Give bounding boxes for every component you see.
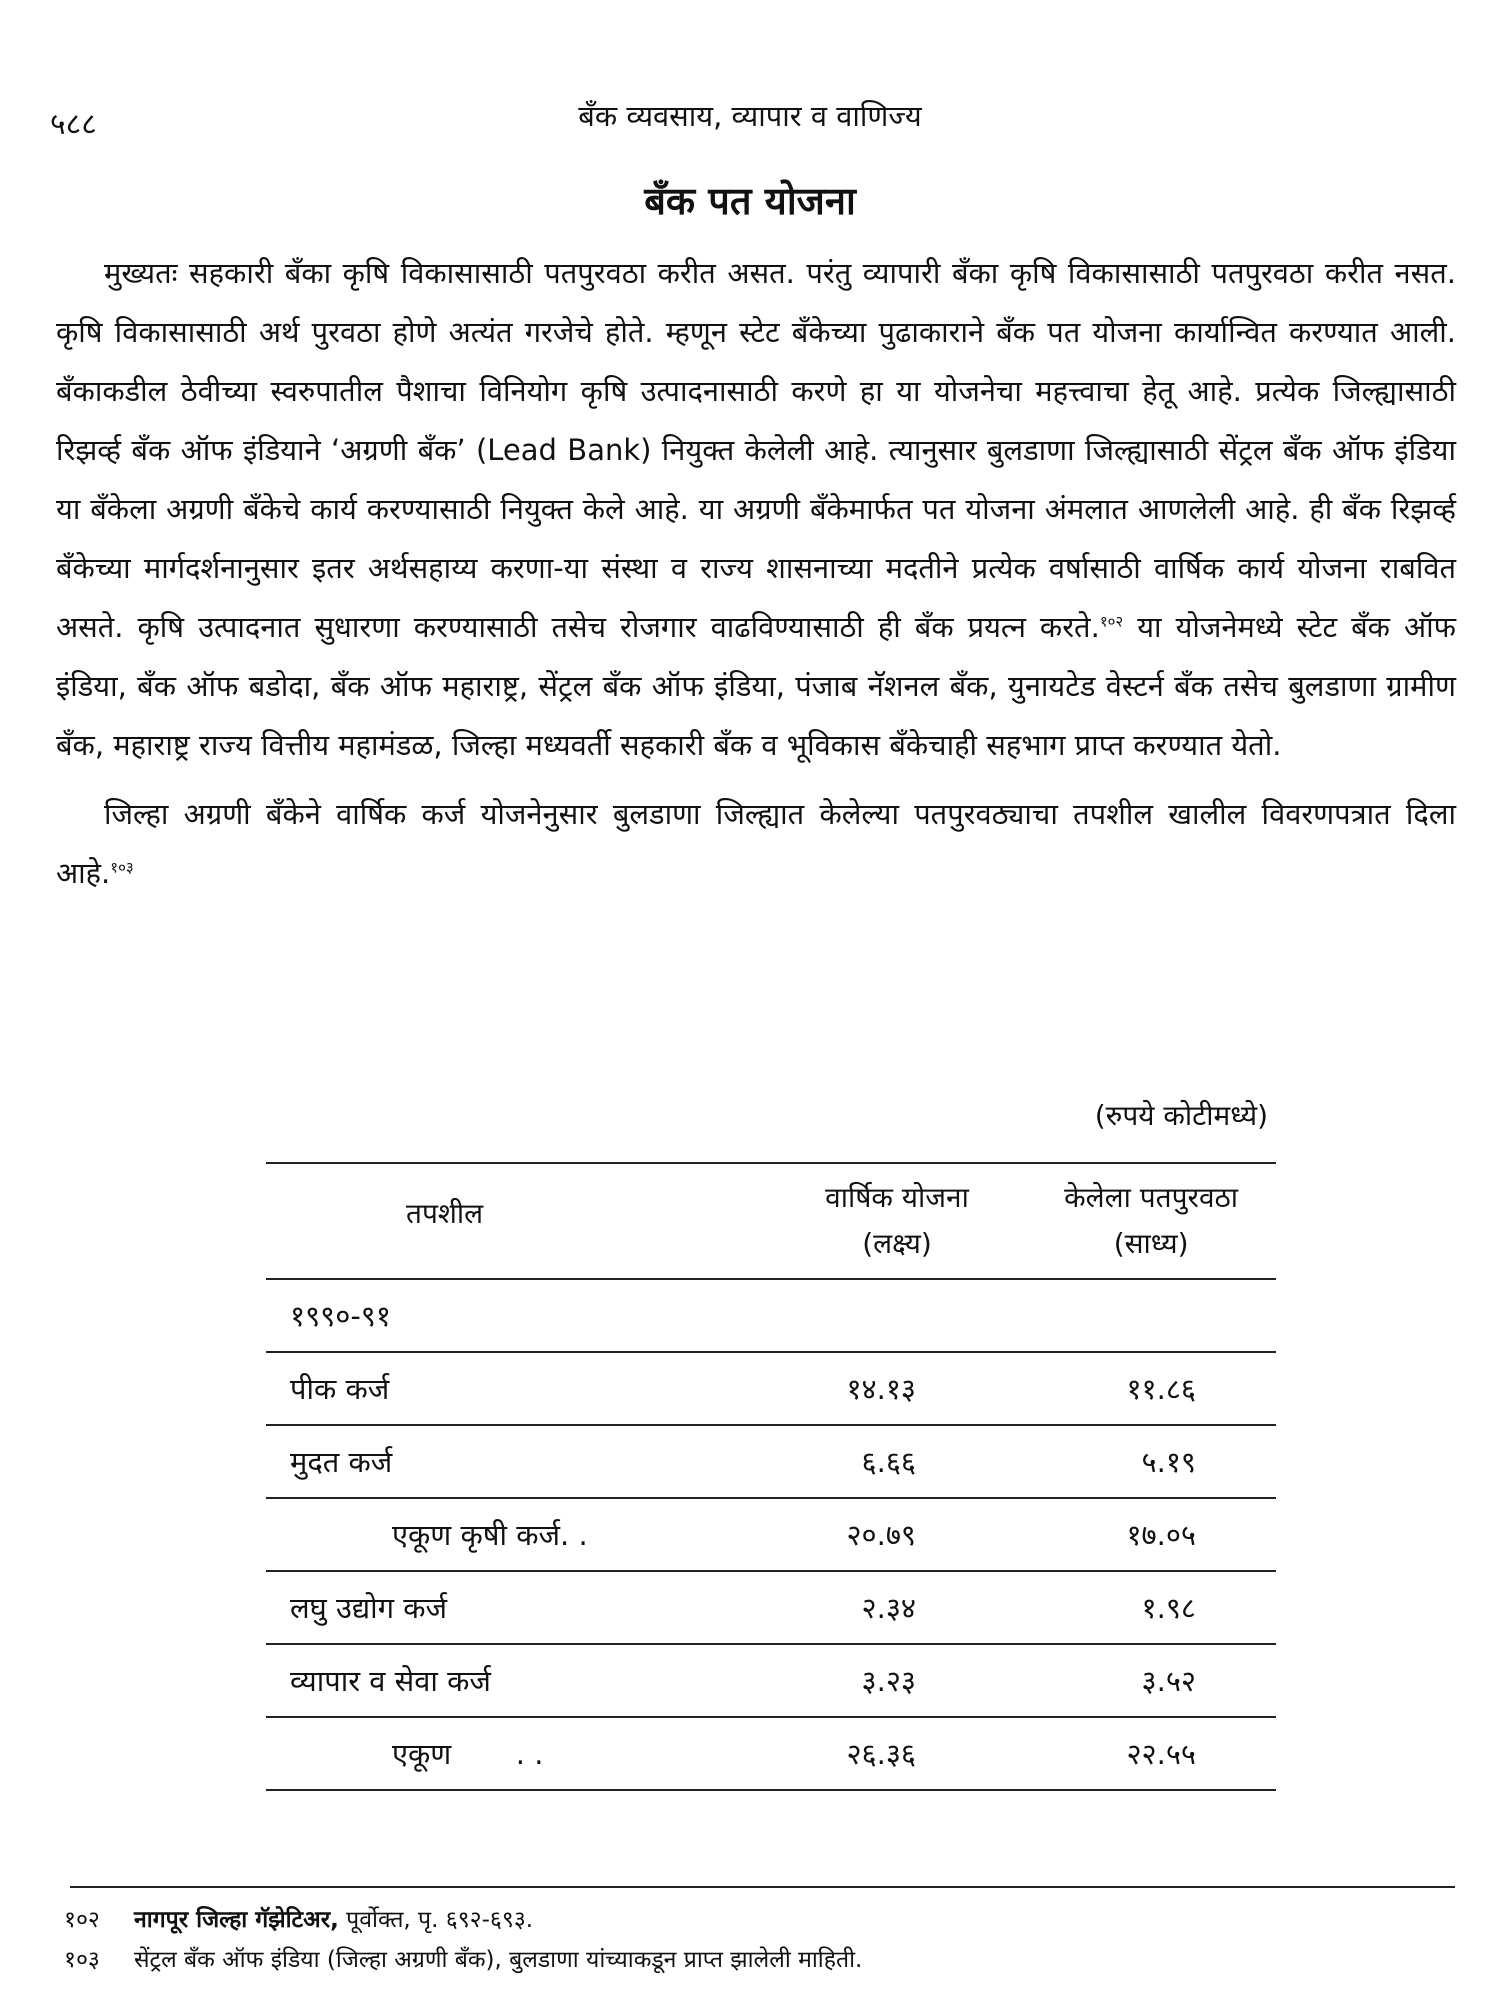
paragraph-2 [56, 785, 1456, 903]
table-units: (रुपये कोटीमध्ये) [1094, 1099, 1268, 1132]
paragraph-1-text: मुख्यतः सहकारी बँका कृषि विकासासाठी पतपुरवठा करीत असत. परंतु व्यापारी बँका कृषि विकासासाठी पतपुरवठा करीत नसत. कृषि विकासासाठी अर्थ पुरवठा होणे अत्यंत गरजेचे होते. म्हणून स्टेट बँकेच्या पुढाकाराने बँक पत योजना कार्यान्वित करण्यात आली. बँकाकडील ठेवीच्या स्वरुपातील पैशाचा विनियोग कृषि उत्पादनासाठी करणे हा या योजनेचा महत्त्वाचा हेतू आहे. प्रत्येक जिल्ह्यासाठी रिझर्व्ह बँक ऑफ इंडियाने ‘अग्रणी बँक’ (Lead Bank) नियुक्त केलेली आहे. त्यानुसार बुलडाणा जिल्ह्यासाठी सेंट्रल बँक ऑफ इंडिया या बँकेला अग्रणी बँकेचे कार्य करण्यासाठी नियुक्त केले आहे. या अग्रणी बँकेमार्फत पत योजना अंमलात आणलेली आहे. ही बँक रिझर्व्ह बँकेच्या मार्गदर्शनानुसार इतर अर्थसहाय्य करणा-या संस्था व राज्य शासनाच्या मदतीने प्रत्येक वर्षासाठी वार्षिक कार्य योजना राबवित असते. कृषि उत्पादनात सुधारणा करण्यासाठी तसेच रोजगार वाढविण्यासाठी ही बँक प्रयत्न करते. [56, 256, 1456, 644]
header-target-line2: (लक्ष्य) [862, 1227, 932, 1260]
row-target: २.३४ [861, 1591, 916, 1625]
paragraph-2-text: जिल्हा अग्रणी बँकेने वार्षिक कर्ज योजनेनुसार बुलडाणा जिल्ह्यात केलेल्या पतपुरवठ्याचा तपशील खालील विवरणपत्रात दिला आहे. [56, 797, 1456, 890]
table-row [266, 1718, 1276, 1789]
footnote-text: पूर्वोक्त, पृ. ६९२-६९३. [338, 1907, 534, 1933]
footnote-ref-102: १०२ [1099, 612, 1124, 631]
credit-table [266, 1162, 1276, 1791]
header-target [768, 1175, 1026, 1267]
row-label: व्यापार व सेवा कर्ज [290, 1664, 491, 1698]
table-row [266, 1645, 1276, 1718]
paragraph-1 [56, 244, 1456, 775]
header-achieved-line1: केलेला पतपुरवठा [1064, 1181, 1239, 1214]
footnote-source: नागपूर जिल्हा गॅझेटिअर, [134, 1907, 339, 1933]
footnote-ref-103: १०३ [110, 858, 134, 877]
row-target: २०.७९ [846, 1518, 916, 1552]
table-row [266, 1426, 1276, 1499]
row-target: ६.६६ [861, 1445, 916, 1479]
footnote-number: १०३ [64, 1947, 100, 1973]
row-label: १९९०-९१ [290, 1299, 391, 1333]
footnote-text: सेंट्रल बँक ऑफ इंडिया (जिल्हा अग्रणी बँक), बुलडाणा यांच्याकडून प्राप्त झालेली माहिती. [134, 1947, 863, 1973]
row-achieved: ११.८६ [1126, 1372, 1196, 1406]
row-target: ३.२३ [861, 1664, 916, 1698]
row-achieved: ३.५२ [1141, 1664, 1196, 1698]
row-label: लघु उद्योग कर्ज [290, 1591, 448, 1625]
row-label: पीक कर्ज [290, 1372, 390, 1406]
row-achieved: ५.१९ [1141, 1445, 1196, 1479]
row-achieved: २२.५५ [1126, 1737, 1196, 1771]
footnote-number: १०२ [64, 1907, 100, 1933]
table-header [266, 1164, 1276, 1280]
header-achieved [1026, 1175, 1276, 1267]
table-row [266, 1353, 1276, 1426]
header-achieved-line2: (साध्य) [1113, 1227, 1189, 1260]
row-achieved: १७.०५ [1126, 1518, 1196, 1552]
row-label: एकूण . . [392, 1737, 544, 1771]
paragraph-1-continued: या योजनेमध्ये स्टेट बँक ऑफ इंडिया, बँक ऑफ बडोदा, बँक ऑफ महाराष्ट्र, सेंट्रल बँक ऑफ इंडिया, पंजाब नॅशनल बँक, युनायटेड वेस्टर्न बँक तसेच बुलडाणा ग्रामीण बँक, महाराष्ट्र राज्य वित्तीय महामंडळ, जिल्हा मध्यवर्ती सहकारी बँक व भूविकास बँकेचाही सहभाग प्राप्त करण्यात येतो. [56, 610, 1456, 762]
row-achieved: १.९८ [1141, 1591, 1196, 1625]
table-row [266, 1280, 1276, 1353]
running-head: बँक व्यवसाय, व्यापार व वाणिज्य [578, 99, 922, 133]
header-target-line1: वार्षिक योजना [825, 1181, 969, 1214]
table-row [266, 1499, 1276, 1572]
header-details: तपशील [406, 1197, 484, 1230]
row-label: एकूण कृषी कर्ज. . [392, 1518, 588, 1552]
row-label: मुदत कर्ज [290, 1445, 393, 1479]
footnotes [64, 1900, 862, 1980]
footnote [64, 1940, 862, 1980]
table-row [266, 1572, 1276, 1645]
row-target: १४.१३ [846, 1372, 916, 1406]
section-title: बँक पत योजना [644, 179, 856, 223]
body-text [56, 244, 1456, 903]
row-target: २६.३६ [846, 1737, 916, 1771]
footnote [64, 1900, 862, 1940]
footnote-divider [70, 1886, 1455, 1888]
page-number: ५८८ [50, 107, 97, 142]
